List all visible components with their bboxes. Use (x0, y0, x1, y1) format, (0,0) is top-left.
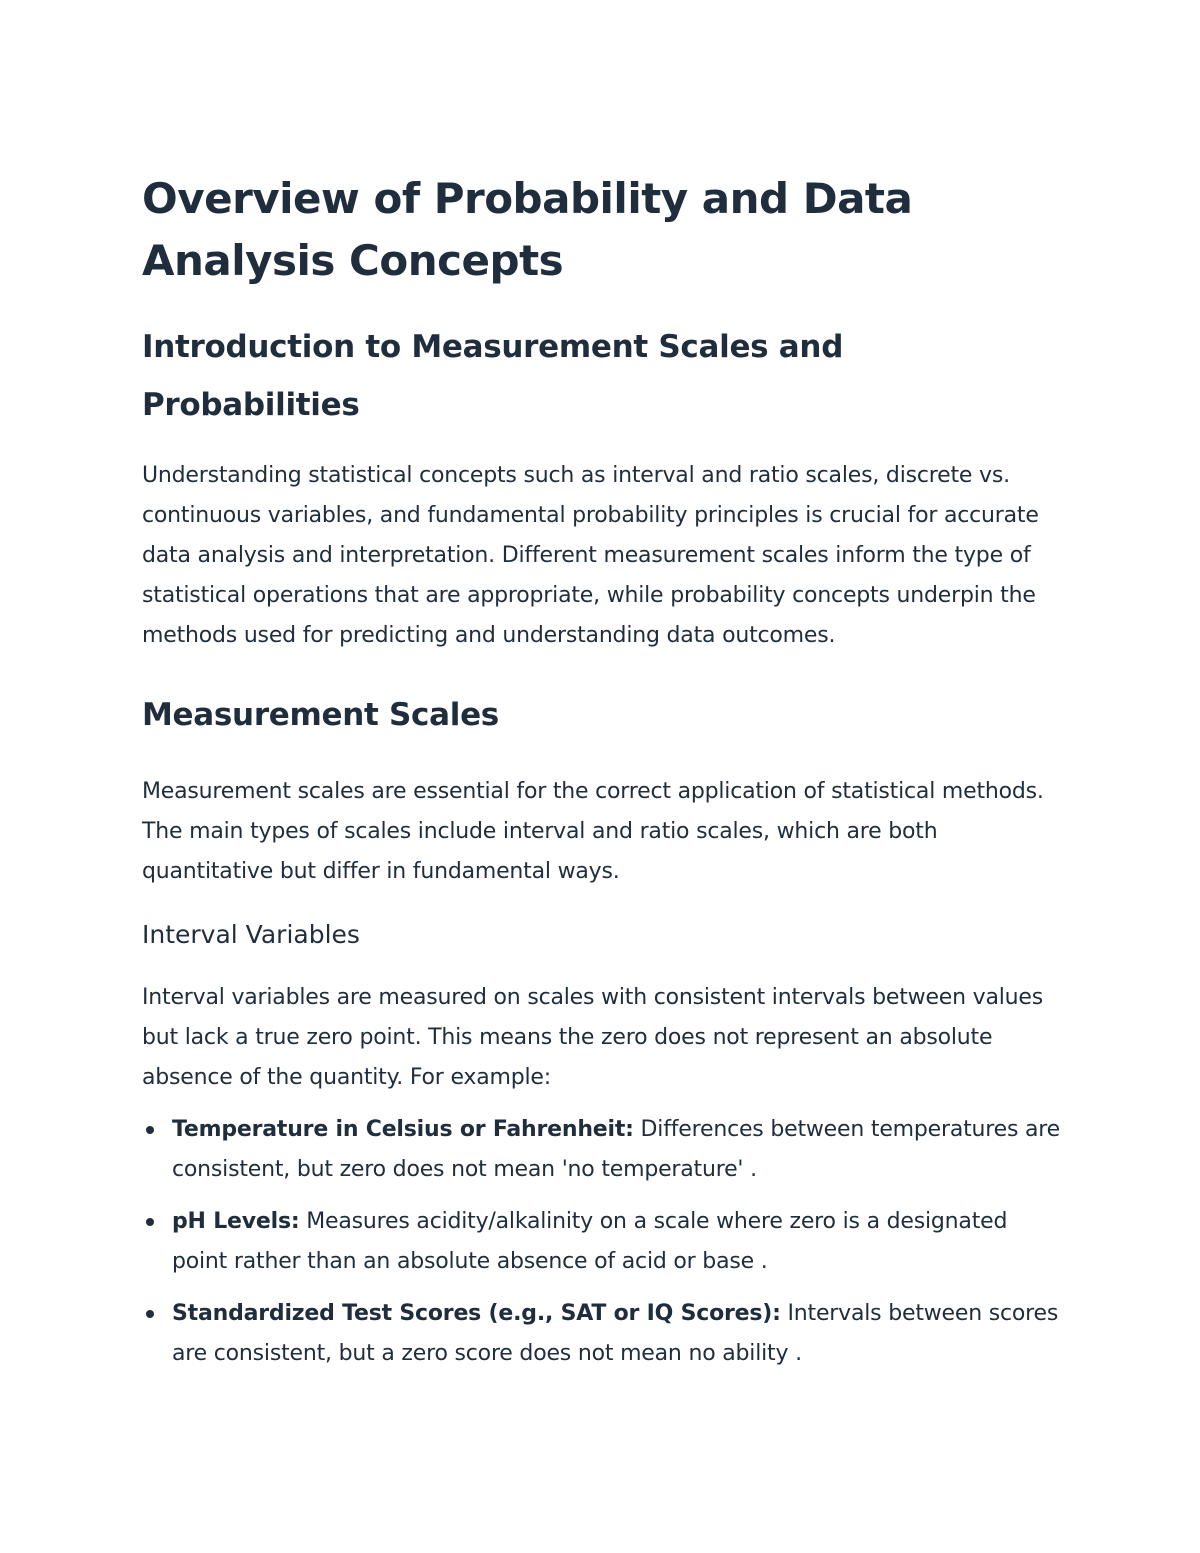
interval-variables-heading: Interval Variables (142, 920, 360, 949)
list-item-term: pH Levels: (172, 1209, 300, 1234)
list-item-text: Measures acidity/alkalinity on a scale where zero is a designated point rather than an absolute absence of acid or base . (172, 1209, 1008, 1274)
bullet-icon (146, 1126, 154, 1134)
measurement-scales-heading: Measurement Scales (142, 697, 499, 733)
list-item-term: Standardized Test Scores (e.g., SAT or IQ Scores): (172, 1301, 781, 1326)
document-page (142, 168, 1067, 1386)
interval-examples-list (142, 1110, 1067, 1374)
measurement-scales-paragraph: Measurement scales are essential for the correct application of statistical methods. The main types of scales include interval and ratio scales, which are both quantitative but differ in fundamental ways. (142, 779, 1044, 884)
list-item (142, 1110, 1067, 1190)
page-title: Overview of Probability and Data Analysis Concepts (142, 174, 913, 285)
list-item (142, 1294, 1067, 1374)
list-item-text: Differences between temperatures are consistent, but zero does not mean 'no temperature' . (172, 1117, 1061, 1182)
intro-heading: Introduction to Measurement Scales and Probabilities (142, 329, 844, 423)
list-item (142, 1202, 1067, 1282)
bullet-icon (146, 1310, 154, 1318)
bullet-icon (146, 1218, 154, 1226)
list-item-term: Temperature in Celsius or Fahrenheit: (172, 1117, 634, 1142)
intro-paragraph: Understanding statistical concepts such as interval and ratio scales, discrete vs. continuous variables, and fundamental probability principles is crucial for accurate data analysis and interpretation. Different measurement scales inform the type of statistical operations that are appropriate, while probability concepts underpin the methods used for predicting and understanding data outcomes. (142, 463, 1039, 648)
list-item-text: Intervals between scores are consistent, but a zero score does not mean no ability . (172, 1301, 1059, 1366)
interval-variables-paragraph: Interval variables are measured on scales with consistent intervals between values but lack a true zero point. This means the zero does not represent an absolute absence of the quantity. For example: (142, 985, 1044, 1090)
